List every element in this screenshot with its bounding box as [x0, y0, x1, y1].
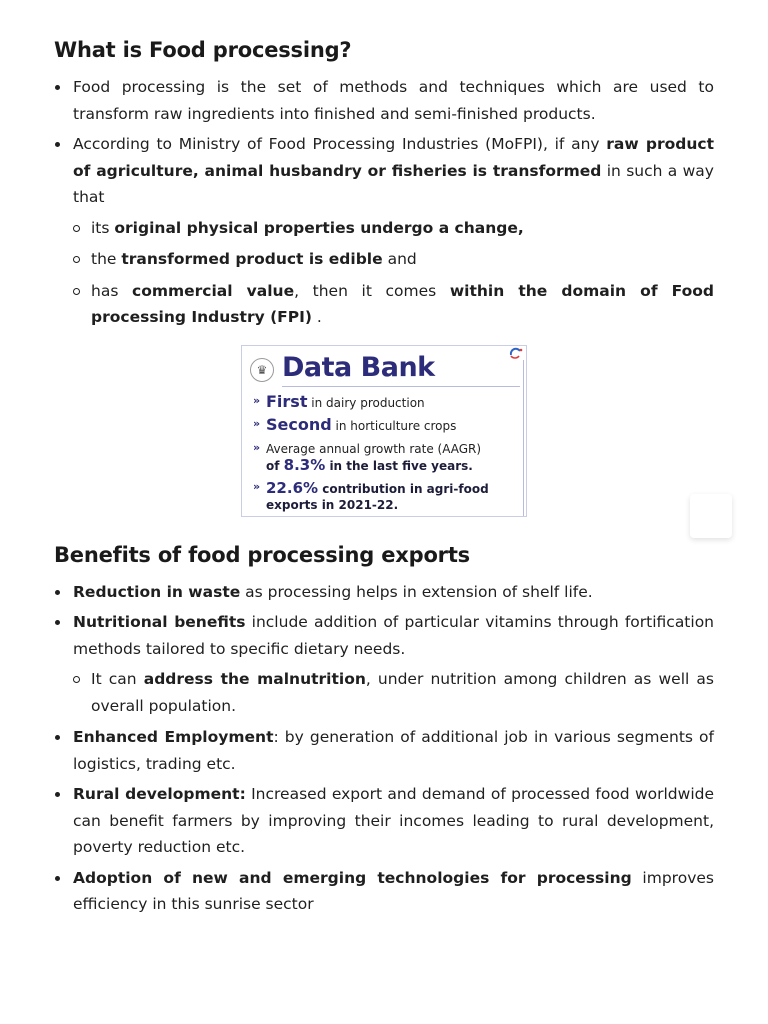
double-chevron-icon: »	[253, 393, 261, 407]
list-item: Reduction in waste as processing helps in extension of shelf life.	[54, 579, 714, 606]
sub-list-item: has commercial value, then it comes within the domain of Food processing Industry (FPI) .	[73, 278, 714, 331]
databank-figure	[54, 345, 714, 517]
databank-divider	[282, 386, 520, 387]
benefits-list	[54, 579, 714, 918]
list-item: Nutritional benefits include addition of particular vitamins through fortification methods tailored to specific dietary needs. It can address the malnutrition, under nutrition among children as well as overall population.	[54, 609, 714, 719]
floating-action-button[interactable]	[690, 494, 732, 538]
databank-item: » 22.6% contribution in agri-food exports in 2021-22.	[253, 478, 489, 512]
sub-list-item: It can address the malnutrition, under nutrition among children as well as overall population.	[73, 666, 714, 719]
section-title-benefits: Benefits of food processing exports	[54, 542, 470, 567]
list-item: Food processing is the set of methods and techniques which are used to transform raw ingredients into finished and semi-finished products.	[54, 74, 714, 127]
sub-list	[73, 215, 714, 331]
databank-title: Data Bank	[282, 351, 435, 383]
section-title-food-processing: What is Food processing?	[54, 38, 352, 62]
sub-list	[73, 666, 714, 719]
double-chevron-icon: »	[253, 479, 261, 493]
databank-item: » First in dairy production	[253, 391, 425, 411]
double-chevron-icon: »	[253, 440, 261, 454]
brand-logo-icon	[509, 347, 523, 359]
list-item: According to Ministry of Food Processing Industries (MoFPI), if any raw product of agriculture, animal husbandry or fisheries is transformed in such a way that its original physical properties undergo a change, the transformed product is edible and has commercial value, then it comes within the domain of Food processing Industry (FPI) .	[54, 131, 714, 331]
article-content	[54, 38, 714, 922]
databank-item: » Second in horticulture crops	[253, 414, 457, 434]
list-item: Rural development: Increased export and demand of processed food worldwide can benefit farmers by improving their incomes leading to rural development, poverty reduction etc.	[54, 781, 714, 861]
govt-emblem-icon: ♛	[250, 358, 274, 382]
definition-list	[54, 74, 714, 331]
sub-list-item: its original physical properties undergo a change,	[73, 215, 714, 242]
double-chevron-icon: »	[253, 416, 261, 430]
databank-item: » Average annual growth rate (AAGR) of 8.3% in the last five years.	[253, 440, 482, 474]
sub-list-item: the transformed product is edible and	[73, 246, 714, 273]
databank-side-rule	[523, 360, 524, 516]
list-item: Enhanced Employment: by generation of additional job in various segments of logistics, trading etc.	[54, 724, 714, 777]
list-item: Adoption of new and emerging technologies for processing improves efficiency in this sunrise sector	[54, 865, 714, 918]
databank-card	[241, 345, 527, 517]
